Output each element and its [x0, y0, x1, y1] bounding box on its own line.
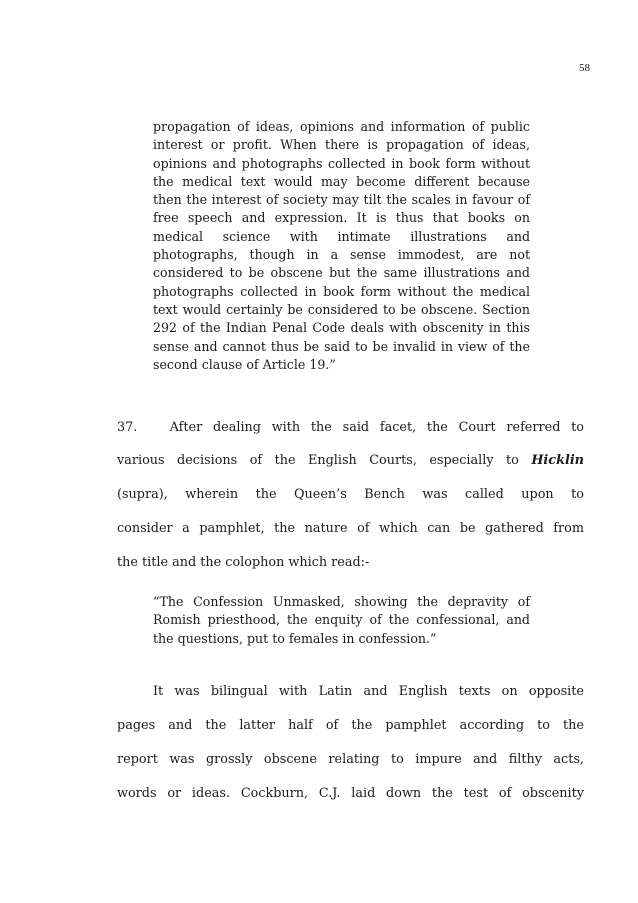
followup-line-1: It was bilingual with Latin and English texts on opposite: [153, 684, 584, 699]
para-37-text-2: various decisions of the English Courts, especially to: [117, 453, 519, 468]
followup-line-4: words or ideas. Cockburn, C.J. laid down the test of obscenity: [117, 786, 584, 801]
para-37-text-1: After dealing with the said facet, the Court referred to: [169, 420, 584, 435]
case-name-hicklin: Hicklin: [531, 453, 584, 468]
para-37-line-5: the title and the colophon which read:-: [117, 555, 370, 570]
para-37-line-2: [117, 451, 584, 471]
block-quote-1: propagation of ideas, opinions and information of public interest or profit. When there is propagation of ideas, opinions and photographs collected in book form without the medical text would may become different because then the interest of society may tilt the scales in favour of free speech and expression. It is thus that books on medical science with intimate illustrations and photographs, though in a sense immodest, are not considered to be obscene but the same illustrations and photographs collected in book form without the medical text would certainly be considered to be obscene. Section 292 of the Indian Penal Code deals with obscenity in this sense and cannot thus be said to be invalid in view of the second clause of Article 19.”: [153, 119, 530, 372]
paragraph-number: 37.: [117, 420, 138, 435]
followup-line-2: pages and the latter half of the pamphlet according to the: [117, 718, 584, 733]
block-quote-2: “The Confession Unmasked, showing the depravity of Romish priesthood, the enquity of the confessional, and the questions, put to females in confession.”: [153, 594, 530, 646]
para-37-line-4: consider a pamphlet, the nature of which can be gathered from: [117, 521, 584, 536]
page-number: 58: [579, 62, 590, 74]
para-37-line-1: [117, 418, 584, 438]
followup-line-3: report was grossly obscene relating to impure and filthy acts,: [117, 752, 584, 767]
para-37-line-3: (supra), wherein the Queen’s Bench was called upon to: [117, 487, 584, 502]
